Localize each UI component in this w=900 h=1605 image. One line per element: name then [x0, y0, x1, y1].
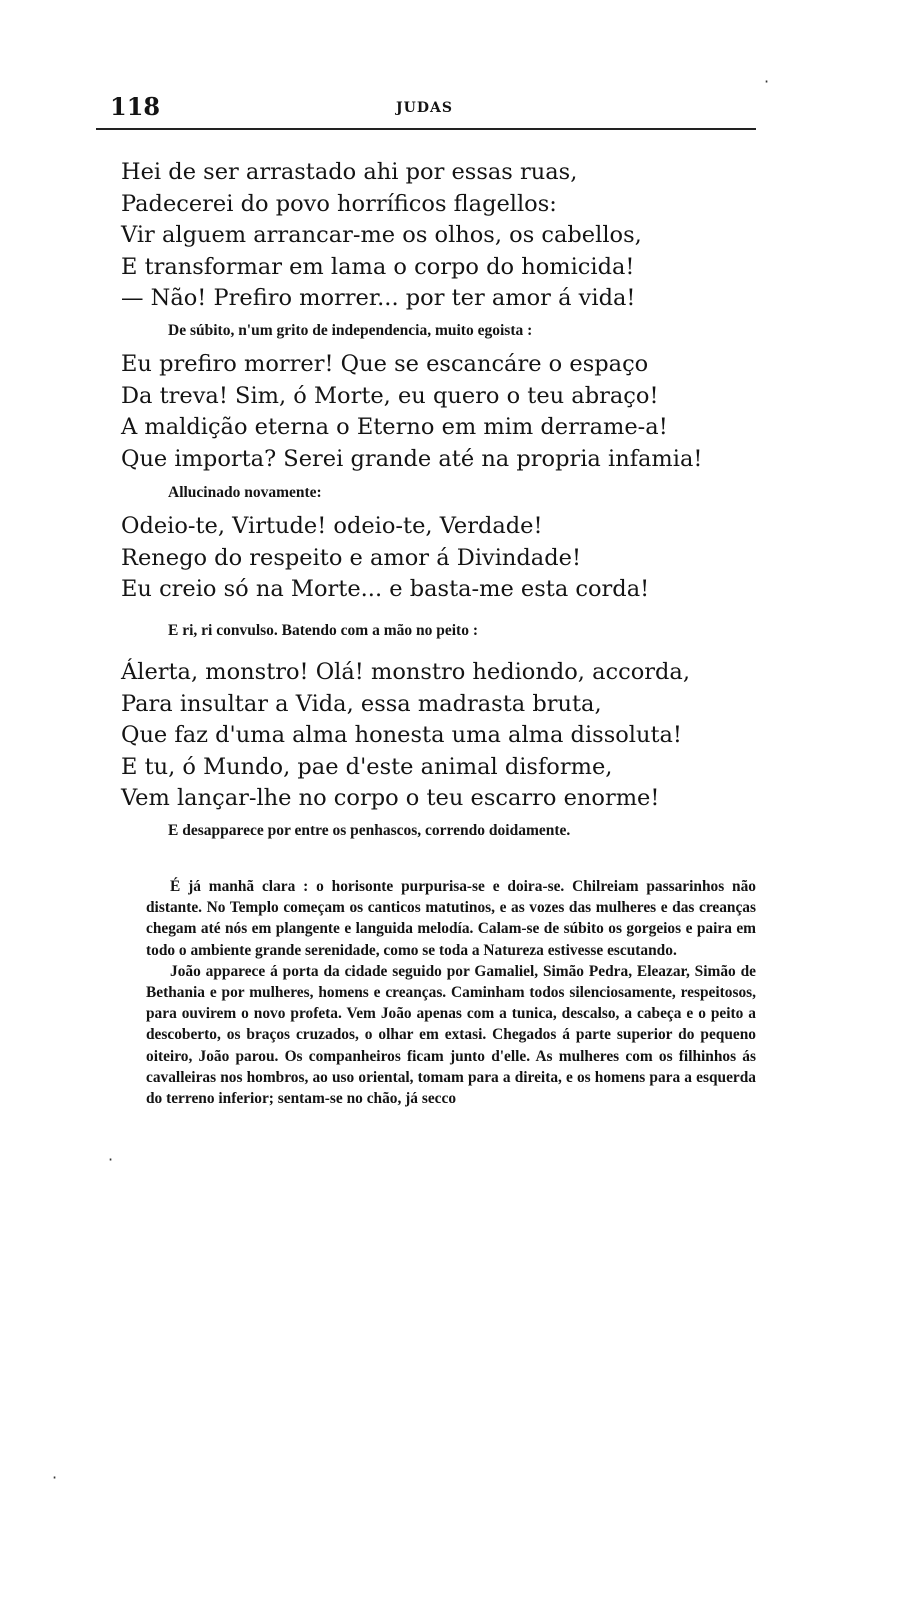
header-rule — [96, 128, 756, 130]
verse-line: Eu prefiro morrer! Que se escancáre o espaço — [121, 351, 649, 377]
page-header — [96, 92, 756, 132]
verse-line: Eu creio só na Morte... e basta-me esta corda! — [121, 576, 650, 603]
verse-line: — Não! Prefiro morrer... por ter amor á vida! — [121, 285, 636, 312]
prose-block — [146, 876, 756, 1109]
stage-direction: De súbito, n'um grito de independencia, muito egoista : — [168, 322, 533, 339]
prose-paragraph: É já manhã clara : o horisonte purpurisa-se e doira-se. Chilreiam passarinhos não distante. No Templo começam os canticos matutinos, e as vozes das mulheres e das creanças chegam até nós em plangente e languida melodía. Calam-se de súbito os gorgeios e paira em todo o ambiente grande serenidade, como se toda a Natureza estivesse escutando. — [146, 878, 756, 959]
page-number: 118 — [110, 92, 161, 121]
verse-line: E tu, ó Mundo, pae d'este animal disforme, — [121, 753, 613, 780]
verse-line: A maldição eterna o Eterno em mim derrame-a! — [121, 414, 668, 441]
verse-line: Padecerei do povo horríficos flagellos: — [121, 190, 557, 217]
stanza-3 — [121, 511, 649, 606]
prose-paragraph: João apparece á porta da cidade seguido por Gamaliel, Simão Pedra, Eleazar, Simão de Bethania e por mulheres, homens e creanças. Caminham todos silenciosamente, respeitosos, para ouvirem o novo profeta. Vem João apenas com a tunica, descalso, a cabeça e o peito a descoberto, os braços cruzados, o olhar em extasi. Chegados á parte superior do pequeno oiteiro, João parou. Os companheiros ficam junto d'elle. As mulheres com os filhinhos ás cavalleiras nos hombros, ao uso oriental, tomam para a direita, e os homens para a esquerda do terreno inferior; sentam-se no chão, já secco — [146, 962, 756, 1108]
verse-line: E transformar em lama o corpo do homicida! — [121, 253, 635, 280]
verse-line: Da treva! Sim, ó Morte, eu quero o teu abraço! — [121, 382, 659, 409]
verse-line: Renego do respeito e amor á Divindade! — [121, 544, 581, 571]
stage-direction: E ri, ri convulso. Batendo com a mão no peito : — [168, 622, 478, 639]
stanza-1 — [121, 157, 642, 315]
stage-direction: Allucinado novamente: — [168, 484, 322, 501]
verse-line: Hei de ser arrastado ahi por essas ruas, — [121, 159, 578, 185]
scan-speck: · — [52, 1468, 58, 1487]
verse-line: Vem lançar-lhe no corpo o teu escarro enorme! — [121, 785, 660, 812]
scan-speck: · — [108, 1150, 114, 1169]
verse-line: Vir alguem arrancar-me os olhos, os cabellos, — [121, 222, 642, 249]
stanza-2 — [121, 349, 702, 475]
verse-line: Que faz d'uma alma honesta uma alma dissoluta! — [121, 722, 682, 749]
verse-line: Que importa? Serei grande até na propria infamia! — [121, 445, 703, 472]
running-title: JUDAS — [396, 100, 453, 116]
verse-line: Álerta, monstro! Olá! monstro hediondo, accorda, — [121, 659, 690, 685]
stanza-4 — [121, 657, 690, 815]
verse-line: Odeio-te, Virtude! odeio-te, Verdade! — [121, 513, 543, 539]
verse-line: Para insultar a Vida, essa madrasta bruta, — [121, 690, 602, 717]
scan-speck: · — [764, 72, 770, 91]
stage-direction: E desapparece por entre os penhascos, correndo doidamente. — [168, 822, 571, 839]
